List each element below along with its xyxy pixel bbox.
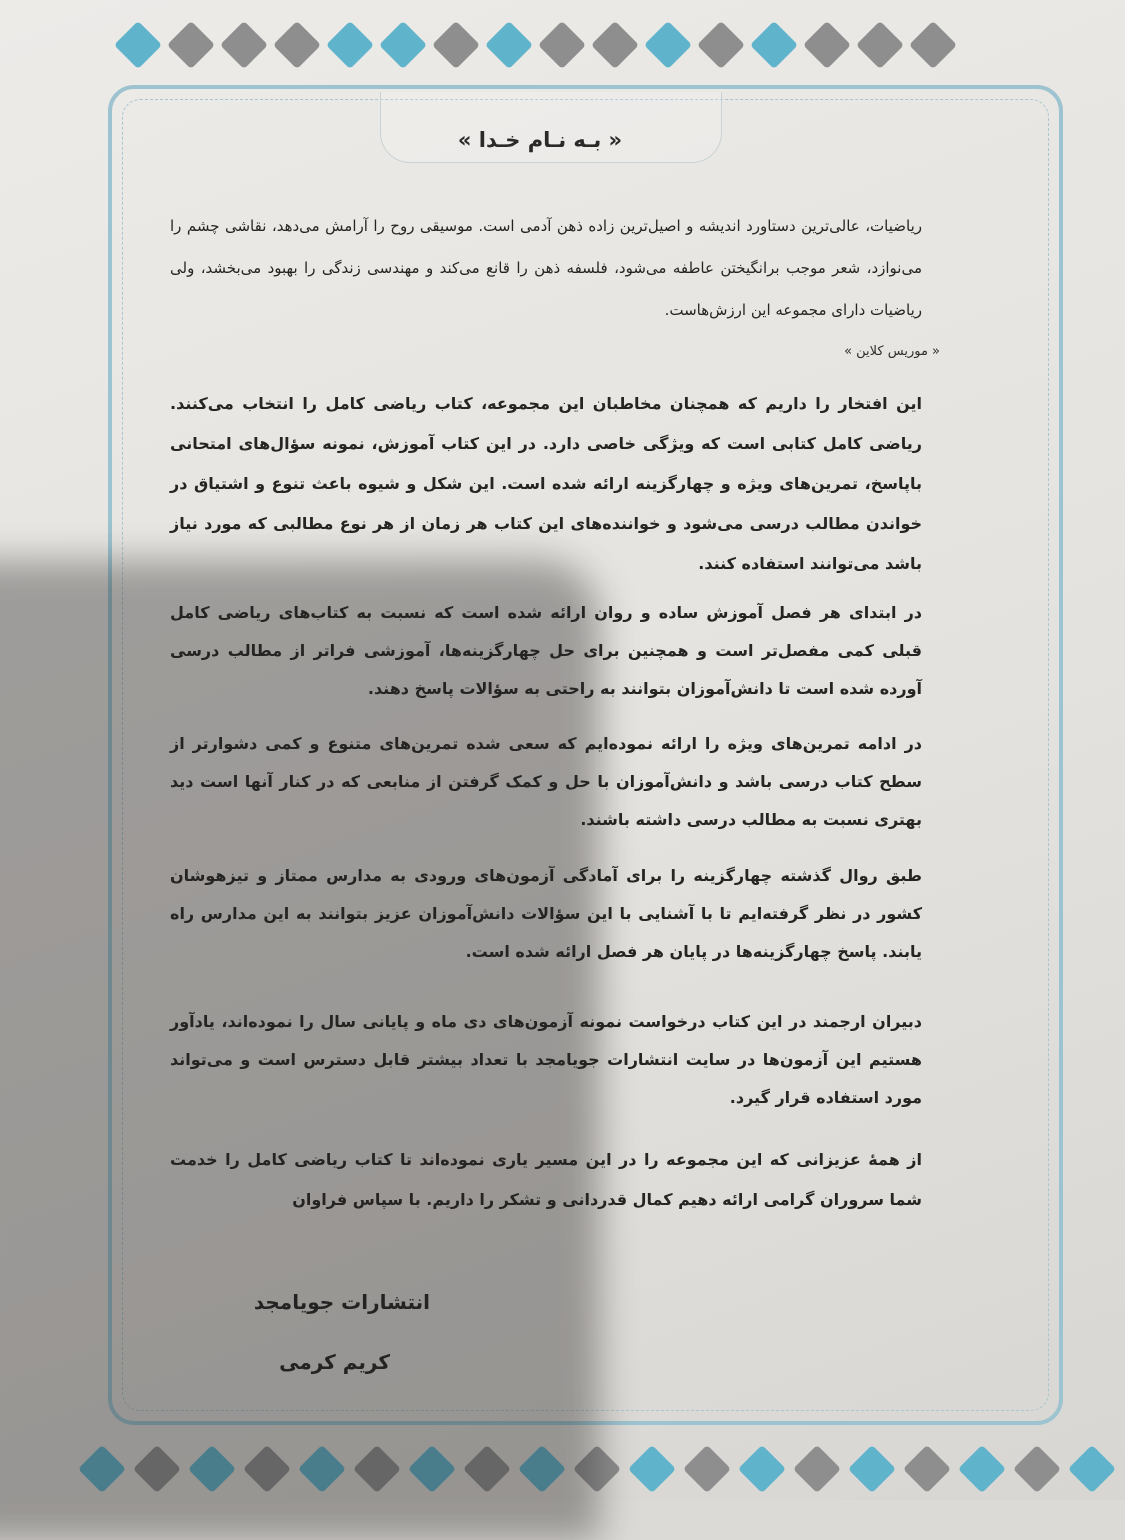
diamond-ornament: [803, 21, 851, 69]
diamond-ornament: [220, 21, 268, 69]
paragraph-5: دبیران ارجمند در این کتاب درخواست نمونه آزمون‌های دی ماه و پایانی سال را نموده‌اند، یادآور هستیم این آزمون‌ها در سایت انتشارات جویامجد با تعداد بیشتر قابل دسترس است و می‌تواند مورد استفاده قرار گیرد.: [170, 1012, 922, 1107]
quote-text: ریاضیات، عالی‌ترین دستاورد اندیشه و اصیل‌ترین زاده ذهن آدمی است. موسیقی روح را آرامش می‌دهد، نقاشی چشم را می‌نوازد، شعر موجب برانگیختن عاطفه می‌شود، فلسفه ذهن را قانع می‌کند و مهندسی زندگی را بهبود می‌بخشد، ولی ریاضیات دارای مجموعه این ارزش‌هاست.: [170, 217, 922, 319]
diamond-ornament: [167, 21, 215, 69]
paragraph-4: طبق روال گذشته چهارگزینه را برای آمادگی آزمون‌های ورودی به مدارس ممتاز و تیزهوشان کشور در نظر گرفته‌ایم تا با آشنایی با این سؤالات دانش‌آموزان عزیز بتوانند به این مدارس راه یابند. پاسخ چهارگزینه‌ها در پایان هر فصل ارائه شده است.: [170, 866, 922, 961]
diamond-ornament: [1013, 1445, 1061, 1493]
diamond-ornament: [644, 21, 692, 69]
diamond-ornament: [432, 21, 480, 69]
diamond-ornament: [1068, 1445, 1116, 1493]
diamond-ornament: [133, 1445, 181, 1493]
diamond-ornament: [958, 1445, 1006, 1493]
diamond-ornament: [697, 21, 745, 69]
paragraph-1: این افتخار را داریم که همچنان مخاطبان این مجموعه، کتاب ریاضی کامل را انتخاب می‌کنند. ریاضی کامل کتابی است که ویژگی خاصی دارد. در این کتاب آموزش، نمونه سؤال‌های امتحانی باپاسخ، تمرین‌های ویژه و چهارگزینه ارائه شده است. این شکل و شیوه باعث تنوع و اشتیاق در خواندن مطالب درسی می‌شود و خوانندەهای این کتاب هر زمان از هر نوع مطالبی که مورد نیاز باشد می‌توانند استفاده کنند.: [170, 394, 922, 573]
diamond-ornament: [353, 1445, 401, 1493]
diamond-ornament: [628, 1445, 676, 1493]
diamond-ornament: [909, 21, 957, 69]
page-title: « بـه نـام خـدا »: [457, 128, 623, 152]
quote-author: « موریس کلاین »: [844, 344, 940, 359]
diamond-ornament: [298, 1445, 346, 1493]
diamond-ornament: [683, 1445, 731, 1493]
diamond-ornament: [793, 1445, 841, 1493]
diamond-ornament: [848, 1445, 896, 1493]
diamond-ornament: [408, 1445, 456, 1493]
diamond-ornament: [750, 21, 798, 69]
signature-author: کریم کرمی: [279, 1350, 390, 1374]
signature-publisher: انتشارات جویامجد: [253, 1290, 430, 1314]
diamond-ornament: [78, 1445, 126, 1493]
diamond-ornament: [573, 1445, 621, 1493]
top-diamond-border: [0, 20, 1125, 80]
paragraph-3: در ادامه تمرین‌های ویژه را ارائه نموده‌ایم که سعی شده تمرین‌های متنوع و کمی دشوارتر از سطح کتاب درسی باشد و دانش‌آموزان با حل و کمک گرفتن از منابعی که در کنار آنها است دید بهتری نسبت به مطالب درسی داشته باشند.: [170, 734, 922, 829]
bottom-diamond-border: [0, 1440, 1125, 1500]
diamond-ornament: [518, 1445, 566, 1493]
diamond-ornament: [243, 1445, 291, 1493]
diamond-ornament: [463, 1445, 511, 1493]
diamond-ornament: [273, 21, 321, 69]
diamond-ornament: [738, 1445, 786, 1493]
paragraph-2: در ابتدای هر فصل آموزش ساده و روان ارائه شده است که نسبت به کتاب‌های ریاضی کامل قبلی کمی مفصل‌تر است و همچنین برای حل چهارگزینه‌ها، آموزشی فراتر از مطالب درسی آورده شده است تا دانش‌آموزان بتوانند به راحتی به سؤالات پاسخ دهند.: [170, 603, 922, 698]
diamond-ornament: [538, 21, 586, 69]
diamond-ornament: [114, 21, 162, 69]
diamond-ornament: [188, 1445, 236, 1493]
paragraph-6: از همهٔ عزیزانی که این مجموعه را در این مسیر یاری نموده‌اند تا کتاب ریاضی کامل را خدمت شما سروران گرامی ارائه دهیم کمال قدردانی و تشکر را داریم. با سپاس فراوان: [170, 1150, 922, 1209]
diamond-ornament: [326, 21, 374, 69]
diamond-ornament: [379, 21, 427, 69]
diamond-ornament: [591, 21, 639, 69]
diamond-ornament: [903, 1445, 951, 1493]
diamond-ornament: [485, 21, 533, 69]
diamond-ornament: [856, 21, 904, 69]
